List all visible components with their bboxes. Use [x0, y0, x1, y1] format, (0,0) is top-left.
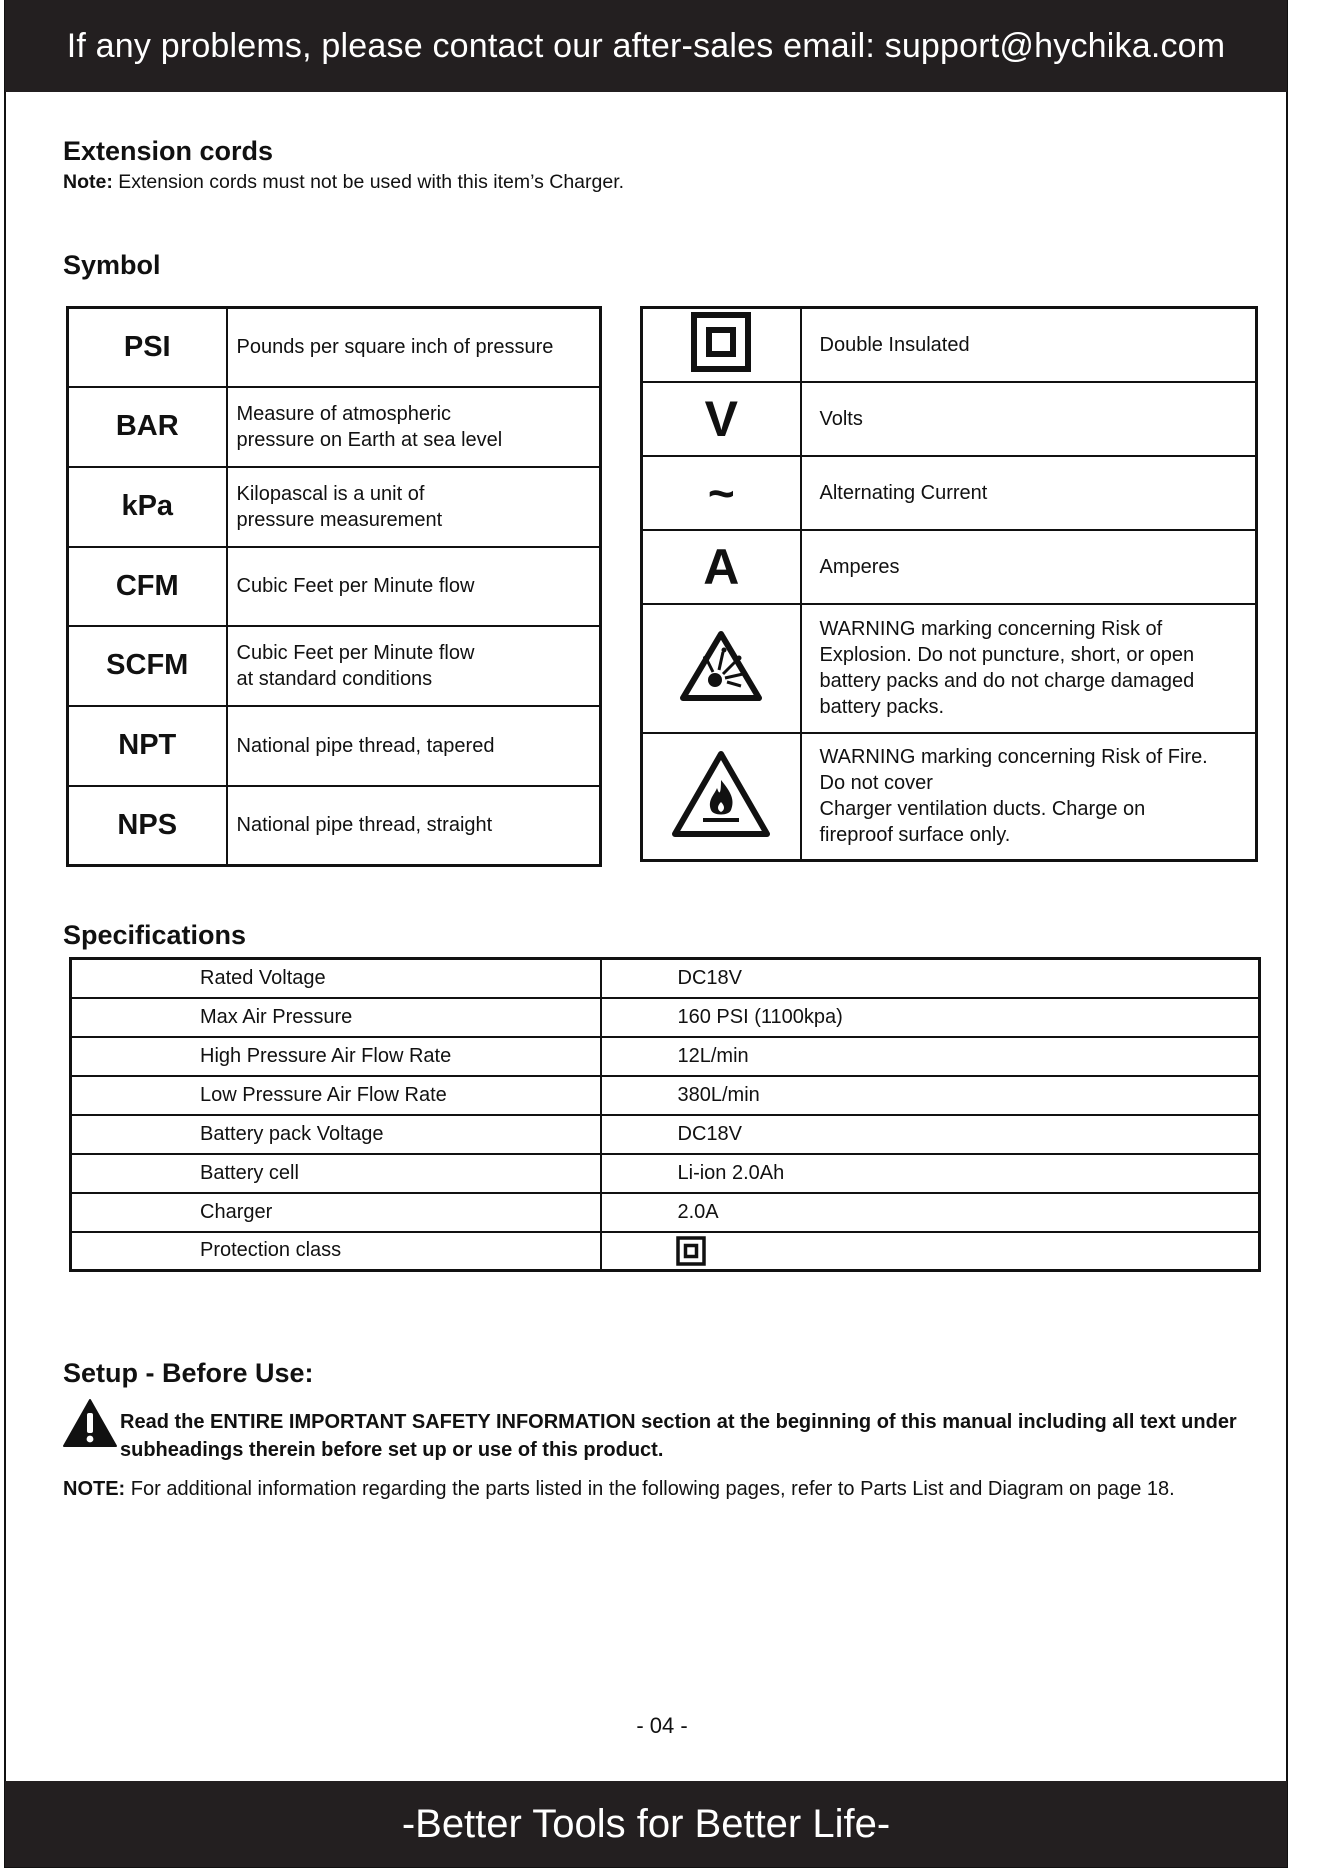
specifications-heading: Specifications	[63, 920, 247, 950]
extension-cords-heading: Extension cords	[63, 136, 274, 166]
double-insulated-icon	[601, 1232, 1260, 1271]
symbol-table-left	[66, 306, 602, 867]
spec-row	[71, 998, 1260, 1037]
symbol-row	[642, 604, 1257, 733]
specifications-table	[69, 957, 1261, 1272]
setup-note-label: NOTE:	[63, 1478, 126, 1500]
spec-key: Protection class	[71, 1232, 601, 1271]
symbol-row-bar	[68, 387, 601, 467]
setup-note-text: For additional information regarding the parts listed in the following pages, refer to Parts List and Diagram on page 18.	[125, 1478, 1175, 1500]
spec-value: 12L/min	[601, 1037, 1260, 1076]
contact-text: If any problems, please contact our after-sales email: support@hychika.com	[66, 26, 1226, 65]
symbol-row-npt	[68, 706, 601, 786]
symbol-description: Kilopascal is a unit of pressure measurement	[227, 467, 601, 547]
setup-warning-text: Read the ENTIRE IMPORTANT SAFETY INFORMATION section at the beginning of this manual including all text under subheadings therein before set up or use of this product.	[120, 1411, 1237, 1461]
spec-key: Max Air Pressure	[71, 998, 601, 1037]
spec-row	[71, 1037, 1260, 1076]
symbol-table-right	[640, 306, 1258, 862]
spec-row	[71, 959, 1260, 998]
symbol-row	[642, 456, 1257, 530]
page-number: - 04 -	[636, 1713, 688, 1738]
double-insulated-icon	[642, 308, 801, 382]
unit-symbol-a: A	[642, 530, 801, 604]
spec-value: 380L/min	[601, 1076, 1260, 1115]
symbol-description: Pounds per square inch of pressure	[227, 308, 601, 387]
symbol-description: National pipe thread, tapered	[227, 706, 601, 786]
symbol-row	[642, 382, 1257, 456]
symbol-description: WARNING marking concerning Risk of Explosion. Do not puncture, short, or open battery packs and do not charge damaged battery packs.	[801, 604, 1257, 733]
symbol-description: Cubic Feet per Minute flow	[227, 547, 601, 626]
spec-key: Battery cell	[71, 1154, 601, 1193]
symbol-code: NPT	[68, 706, 227, 786]
spec-key: Rated Voltage	[71, 959, 601, 998]
symbol-description: Volts	[801, 382, 1257, 456]
symbol-description: WARNING marking concerning Risk of Fire. Do not cover Charger ventilation ducts. Charge on fireproof surface only.	[801, 733, 1257, 861]
spec-value: 160 PSI (1100kpa)	[601, 998, 1260, 1037]
symbol-description: National pipe thread, straight	[227, 786, 601, 866]
symbol-description: Alternating Current	[801, 456, 1257, 530]
symbol-code: CFM	[68, 547, 227, 626]
slogan-banner	[5, 1781, 1287, 1867]
unit-symbol-v: V	[642, 382, 801, 456]
symbol-row	[642, 308, 1257, 382]
symbol-row-psi	[68, 308, 601, 387]
symbol-row-cfm	[68, 547, 601, 626]
symbol-code: NPS	[68, 786, 227, 866]
note-label: Note:	[63, 171, 113, 193]
spec-row	[71, 1076, 1260, 1115]
symbol-row	[642, 530, 1257, 604]
spec-key: Battery pack Voltage	[71, 1115, 601, 1154]
setup-heading: Setup - Before Use:	[63, 1358, 314, 1388]
symbol-code: kPa	[68, 467, 227, 547]
spec-value: DC18V	[601, 1115, 1260, 1154]
setup-note	[63, 1475, 1263, 1503]
spec-row	[71, 1232, 1260, 1271]
spec-value: Li-ion 2.0Ah	[601, 1154, 1260, 1193]
symbol-code: SCFM	[68, 626, 227, 706]
explosion-warning-icon	[642, 604, 801, 733]
alternating-current-symbol: ~	[642, 456, 801, 530]
symbol-description: Double Insulated	[801, 308, 1257, 382]
spec-key: High Pressure Air Flow Rate	[71, 1037, 601, 1076]
extension-note	[63, 171, 624, 194]
symbol-heading: Symbol	[63, 250, 161, 280]
spec-key: Low Pressure Air Flow Rate	[71, 1076, 601, 1115]
symbol-row-nps	[68, 786, 601, 866]
symbol-description: Measure of atmospheric pressure on Earth at sea level	[227, 387, 601, 467]
spec-row	[71, 1193, 1260, 1232]
symbol-code: PSI	[68, 308, 227, 387]
spec-row	[71, 1154, 1260, 1193]
fire-warning-icon	[642, 733, 801, 861]
symbol-code: BAR	[68, 387, 227, 467]
warning-triangle-icon	[62, 1398, 118, 1453]
spec-value: 2.0A	[601, 1193, 1260, 1232]
note-text: Extension cords must not be used with this item’s Charger.	[112, 171, 625, 193]
symbol-description: Cubic Feet per Minute flow at standard conditions	[227, 626, 601, 706]
contact-banner	[5, 0, 1287, 92]
symbol-row-scfm	[68, 626, 601, 706]
spec-key: Charger	[71, 1193, 601, 1232]
symbol-description: Amperes	[801, 530, 1257, 604]
spec-row	[71, 1115, 1260, 1154]
symbol-row	[642, 733, 1257, 861]
slogan-text: -Better Tools for Better Life-	[401, 1801, 891, 1846]
symbol-row-kpa	[68, 467, 601, 547]
spec-value: DC18V	[601, 959, 1260, 998]
